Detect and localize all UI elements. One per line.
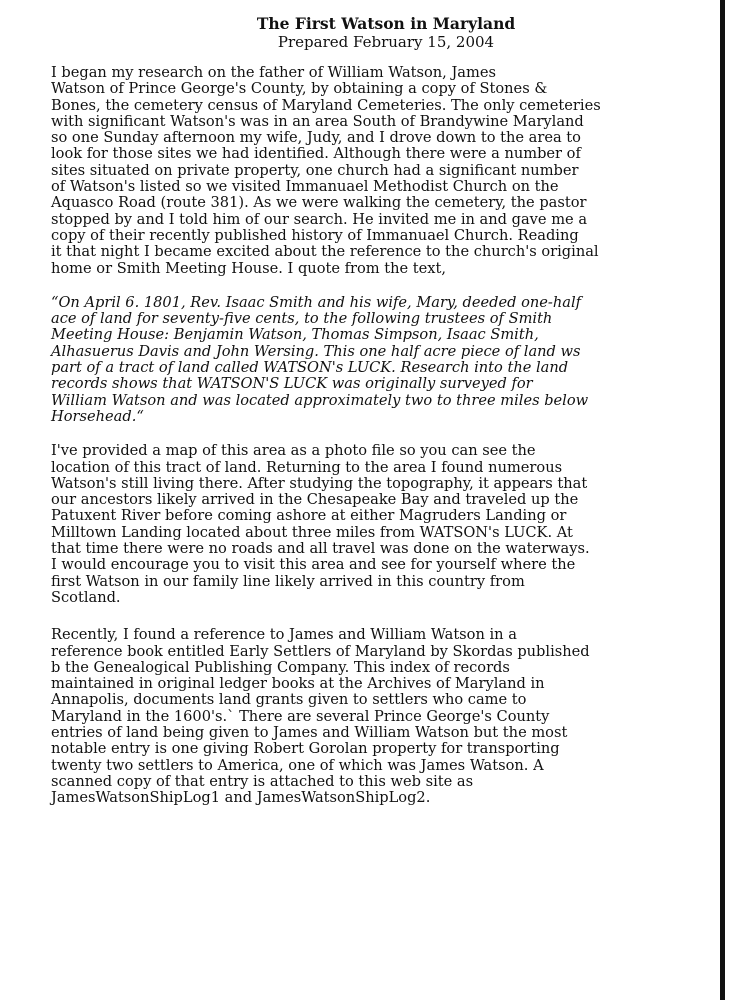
document-title: The First Watson in Maryland: [256, 14, 516, 33]
quoted-text-block: “On April 6. 1801, Rev. Isaac Smith and his wife, Mary, deeded one-half ace of land for seventy-five cents, to the following trustees of Smith Meeting House: Benjamin Watson, Thomas Simpson, Isaac Smith, Alhasuerus Davis and John Wersing. This one half acre piece of land ws part of a tract of land called WATSON's LUCK. Research into the land records shows that WATSON'S LUCK was originally surveyed for William Watson and was located approximately two to three miles below Horsehead.“: [51, 293, 589, 425]
document-body: [51, 14, 721, 806]
document-date: Prepared February 15, 2004: [277, 33, 495, 51]
paragraph-early-settlers: Recently, I found a reference to James and William Watson in a reference book entitled Early Settlers of Maryland by Skordas published b the Genealogical Publishing Company. This index of records maintained in original ledger books at the Archives of Maryland in Annapolis, documents land grants given to settlers who came to Maryland in the 1600's.` There are several Prince George's County entries of land being given to James and William Watson but the most notable entry is one giving Robert Gorolan property for transporting twenty two settlers to America, one of which was James Watson. A scanned copy of that entry is attached to this web site as JamesWatsonShipLog1 and JamesWatsonShipLog2.: [51, 626, 590, 807]
paragraph-map-location: I've provided a map of this area as a photo file so you can see the location of this tract of land. Returning to the area I found numerous Watson's still living there. After studying the topography, it appears that our ancestors likely arrived in the Chesapeake Bay and traveled up the Patuxent River before coming ashore at either Magruders Landing or Milltown Landing located about three miles from WATSON's LUCK. At that time there were no roads and all travel was done on the waterways. I would encourage you to visit this area and see for yourself where the first Watson in our family line likely arrived in this country from Scotland.: [51, 442, 590, 606]
paragraph-research-intro: I began my research on the father of William Watson, James Watson of Prince George's County, by obtaining a copy of Stones & Bones, the cemetery census of Maryland Cemeteries. The only cemeteries with significant Watson's was in an area South of Brandywine Maryland so one Sunday afternoon my wife, Judy, and I drove down to the area to look for those sites we had identified. Although there were a number of sites situated on private property, one church had a significant number of Watson's listed so we visited Immanuael Methodist Church on the Aquasco Road (route 381). As we were walking the cemetery, the pastor stopped by and I told him of our search. He invited me in and gave me a copy of their recently published history of Immanuael Church. Reading it that night I became excited about the reference to the church's original home or Smith Meeting House. I quote from the text,: [51, 64, 601, 277]
